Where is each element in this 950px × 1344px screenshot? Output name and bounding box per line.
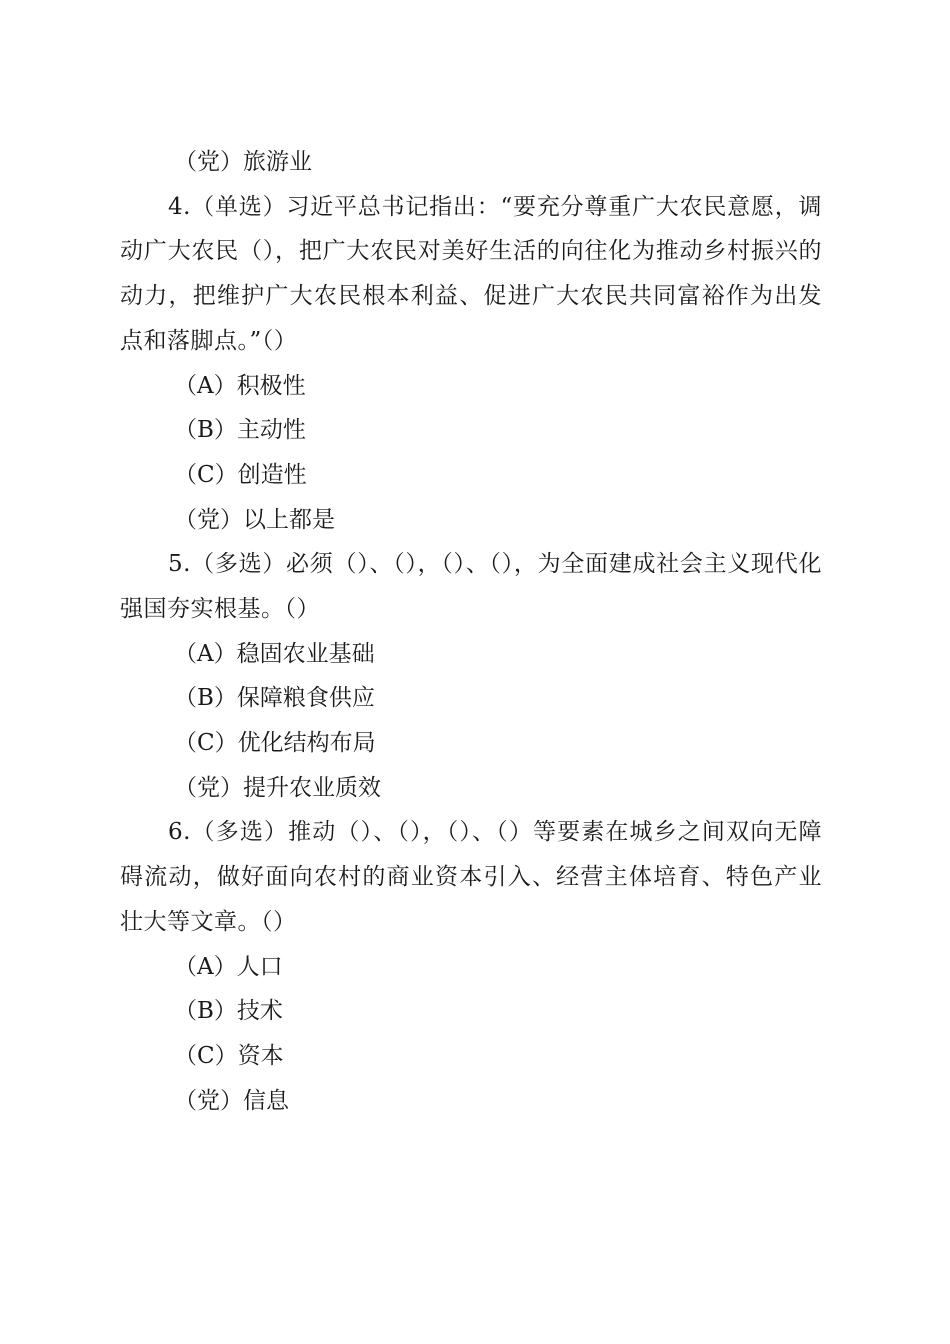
question-5-stem: 5.（多选）必须（）、（），（）、（），为全面建成社会主义现代化强国夯实根基。（） [120, 551, 822, 622]
question-6-option-d: （党）信息 [174, 1087, 289, 1114]
question-4-option-a: （A）积极性 [174, 372, 306, 399]
question-6-option-b: （B）技术 [174, 998, 283, 1025]
question-4-option-b: （B）主动性 [174, 417, 306, 444]
question-6-option-c: （C）资本 [174, 1042, 284, 1069]
question-5-option-a: （A）稳固农业基础 [174, 640, 375, 667]
option-lead: （党）旅游业 [174, 149, 312, 175]
question-4-option-d: （党）以上都是 [174, 506, 335, 533]
document-body [120, 140, 822, 1123]
question-4-stem: 4.（单选）习近平总书记指出：“要充分尊重广大农民意愿，调动广大农民（），把广大农民对美好生活的向往化为推动乡村振兴的动力，把维护广大农民根本利益、促进广大农民共同富裕作为出发点和落脚点。”（） [120, 193, 822, 354]
question-5-option-d: （党）提升农业质效 [174, 774, 381, 801]
question-4-option-c: （C）创造性 [174, 461, 307, 488]
question-6-option-a: （A）人口 [174, 953, 283, 980]
question-5-option-c: （C）优化结构布局 [174, 730, 376, 757]
question-6-stem: 6.（多选）推动（）、（），（）、（）等要素在城乡之间双向无障碍流动，做好面向农村的商业资本引入、经营主体培育、特色产业壮大等文章。（） [120, 819, 822, 935]
question-5-option-b: （B）保障粮食供应 [174, 685, 375, 712]
